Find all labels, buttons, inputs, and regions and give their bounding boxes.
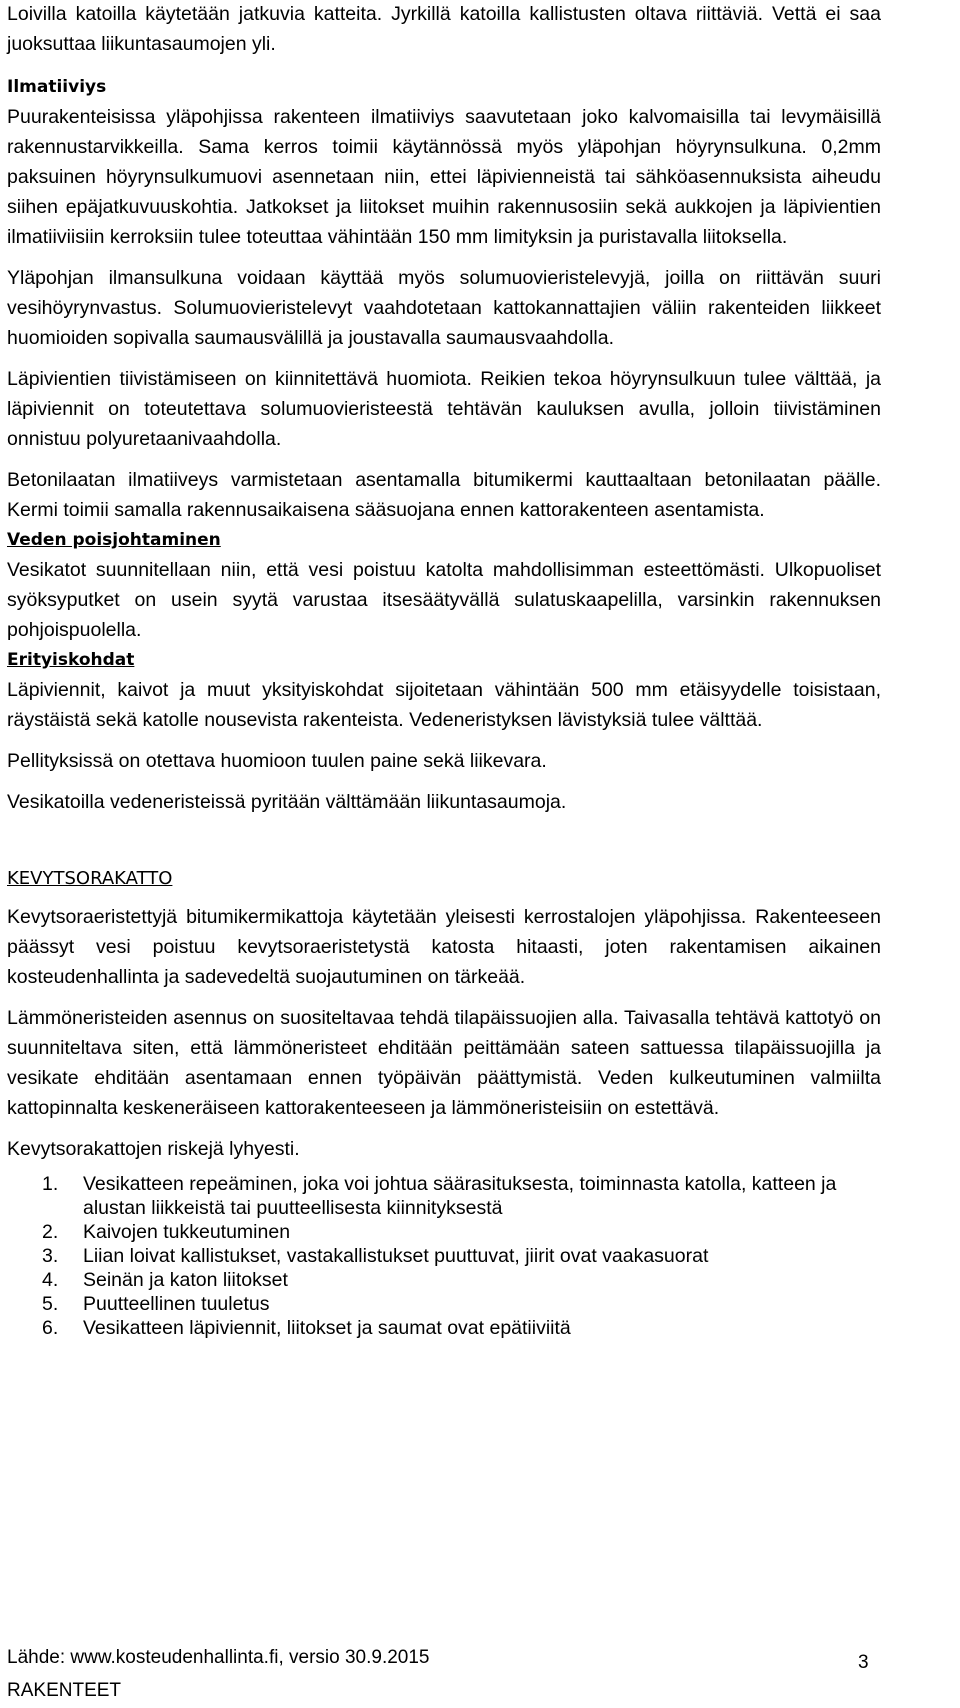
ilmatiiviys-paragraph-1: Puurakenteisissa yläpohjissa rakenteen ilmatiiviys saavutetaan joko kalvomaisilla tai levymäisillä rakennustarvikkeilla. Sama kerros toimii käytännössä myös yläpohjan höyrynsulkuna. 0,2mm paksuinen höyrynsulkumuovi asennetaan niin, ettei läpivienneistä tai sähköasennuksista aiheudu siihen epäjatkuvuuskohtia. Jatkokset ja liitokset muihin rakennusosiin sekä aukkojen ja läpivientien ilmatiiviisiin kerroksiin tulee toteuttaa vähintään 150 mm limityksin ja puristavalla liitoksella. xyxy=(7,106,881,248)
kevytsorakatto-paragraph-2: Lämmöneristeiden asennus on suositeltavaa tehdä tilapäissuojien alla. Taivasalla tehtävä kattotyö on suunniteltava siten, että lämmöneristeet ehditään peittämään sateen sattuessa tilapäissuojilla ja vesikate ehditään asentamaan ennen työpäivän päättymistä. Veden kulkeutuminen valmiilta kattopinnalta keskeneräiseen kattorakenteeseen ja lämmöneristeisiin on estettävä. xyxy=(7,1007,881,1119)
list-item-text: Seinän ja katon liitokset xyxy=(83,1269,288,1291)
footer-source: Lähde: www.kosteudenhallinta.fi, versio 30.9.2015 xyxy=(7,1647,430,1668)
erityiskohdat-paragraph-1: Läpiviennit, kaivot ja muut yksityiskohdat sijoitetaan vähintään 500 mm etäisyydelle toisistaan, räystäistä sekä katolle nousevista rakenteista. Vedeneristyksen lävistyksiä tulee välttää. xyxy=(7,679,881,731)
risk-list xyxy=(7,1172,881,1340)
list-item-number: 5. xyxy=(42,1293,59,1315)
list-item-number: 1. xyxy=(42,1173,59,1195)
list-item-number: 2. xyxy=(42,1221,59,1243)
document-page xyxy=(7,0,881,1340)
list-item-number: 3. xyxy=(42,1245,59,1267)
list-item-number: 4. xyxy=(42,1269,59,1291)
list-item-number: 6. xyxy=(42,1317,59,1339)
list-item-text: Puutteellinen tuuletus xyxy=(83,1293,270,1315)
list-item xyxy=(7,1220,881,1244)
heading-ilmatiiviys: Ilmatiiviys xyxy=(7,77,107,97)
footer-section-title: RAKENTEET xyxy=(7,1680,122,1701)
kevytsorakatto-paragraph-3: Kevytsorakattojen riskejä lyhyesti. xyxy=(7,1138,300,1160)
ilmatiiviys-paragraph-3: Läpivientien tiivistämiseen on kiinnitettävä huomiota. Reikien tekoa höyrynsulkuun tulee välttää, ja läpiviennit on toteutettava solumuovieristeestä tehtävän kauluksen avulla, jolloin tiivistäminen onnistuu polyuretaanivaahdolla. xyxy=(7,368,881,450)
heading-kevytsorakatto: KEVYTSORAKATTO xyxy=(7,868,173,889)
list-item-text: Vesikatteen repeäminen, joka voi johtua säärasituksesta, toiminnasta katolla, katteen ja alustan liikkeistä tai puutteellisesta kiinnityksestä xyxy=(83,1173,837,1219)
list-item-text: Kaivojen tukkeutuminen xyxy=(83,1221,291,1243)
erityiskohdat-paragraph-3: Vesikatoilla vedeneristeissä pyritään välttämään liikuntasaumoja. xyxy=(7,791,567,813)
intro-paragraph: Loivilla katoilla käytetään jatkuvia katteita. Jyrkillä katoilla kallistusten oltava riittäviä. Vettä ei saa juoksuttaa liikuntasaumojen yli. xyxy=(7,3,881,55)
list-item xyxy=(7,1316,881,1340)
page-number: 3 xyxy=(858,1652,869,1673)
list-item xyxy=(7,1172,881,1220)
list-item xyxy=(7,1268,881,1292)
list-item-text: Vesikatteen läpiviennit, liitokset ja saumat ovat epätiiviitä xyxy=(83,1317,571,1339)
heading-erityiskohdat: Erityiskohdat xyxy=(7,650,135,670)
list-item xyxy=(7,1244,881,1268)
erityiskohdat-paragraph-2: Pellityksissä on otettava huomioon tuulen paine sekä liikevara. xyxy=(7,750,547,772)
veden-paragraph-1: Vesikatot suunnitellaan niin, että vesi poistuu katolta mahdollisimman esteettömästi. Ulkopuoliset syöksyputket on usein syytä varustaa itsesäätyvällä sulatuskaapelilla, varsinkin rakennuksen pohjoispuolella. xyxy=(7,559,881,641)
ilmatiiviys-paragraph-2: Yläpohjan ilmansulkuna voidaan käyttää myös solumuovieristelevyjä, joilla on riittävän suuri vesihöyrynvastus. Solumuovieristelevyt vaahdotetaan kattokannattajien väliin rakenteiden liikkeet huomioiden sopivalla saumausvälillä ja joustavalla saumausvaahdolla. xyxy=(7,267,881,349)
ilmatiiviys-paragraph-4: Betonilaatan ilmatiiveys varmistetaan asentamalla bitumikermi kauttaaltaan betonilaatan päälle. Kermi toimii samalla rakennusaikaisena sääsuojana ennen kattorakenteen asentamista. xyxy=(7,469,881,521)
list-item-text: Liian loivat kallistukset, vastakallistukset puuttuvat, jiirit ovat vaakasuorat xyxy=(83,1245,709,1267)
heading-veden-poisjohtaminen: Veden poisjohtaminen xyxy=(7,530,221,550)
kevytsorakatto-paragraph-1: Kevytsoraeristettyjä bitumikermikattoja käytetään yleisesti kerrostalojen yläpohjissa. Rakenteeseen päässyt vesi poistuu kevytsoraeristetystä katosta hitaasti, joten rakentamisen aikainen kosteudenhallinta ja sadevedeltä suojautuminen on tärkeää. xyxy=(7,906,881,988)
list-item xyxy=(7,1292,881,1316)
